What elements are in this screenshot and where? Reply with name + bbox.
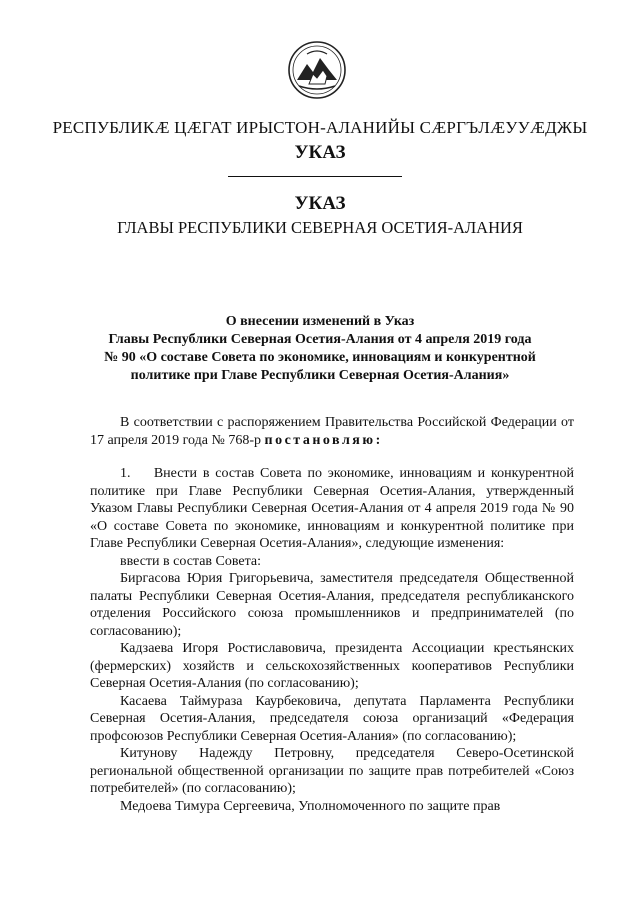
member-paragraph: Медоева Тимура Сергеевича, Уполномоченного по защите прав <box>120 798 501 814</box>
member-paragraph: Китунову Надежду Петровну, председателя Северо-Осетинской региональной общественной организации по защите прав потребителей «Союз потребителей» (по согласованию); <box>90 746 574 796</box>
title-line: политике при Главе Республики Северная Осетия-Алания» <box>130 368 510 383</box>
preamble-paragraph <box>90 414 574 449</box>
decree-label-top: УКАЗ <box>294 142 346 163</box>
member-paragraph: Касаева Таймураза Каурбековича, депутата Парламента Республики Северная Осетия-Алания, председателя союза организаций «Федерация профсоюзов Республики Северная Осетия-Алания» (по согласованию); <box>90 693 574 744</box>
member-paragraph: Кадзаева Игоря Ростиславовича, президента Ассоциации крестьянских (фермерских) хозяйств и сельскохозяйственных кооперативов Республики Северная Осетия-Алания (по согласованию); <box>90 641 574 691</box>
decree-title <box>82 313 558 385</box>
item-1-paragraph: 1. Внести в состав Совета по экономике, инновациям и конкурентной политике при Главе Республики Северная Осетия-Алания, утвержденный Указом Главы Республики Северная Осетия-Алания от 4 апреля 2019 года № 90 «О составе Совета по экономике, инновациям и конкурентной политике при Главе Республики Северная Осетия-Алания», следующие изменения: <box>90 466 574 551</box>
member-paragraph: Биргасова Юрия Григорьевича, заместителя председателя Общественной палаты Республики Северная Осетия-Алания, председателя республиканского отделения Российского союза промышленников и предпринимателей (по согласованию); <box>90 571 574 639</box>
preamble-text: В соответствии с распоряжением Правительства Российской Федерации от 17 апреля 2019 года № 768-р <box>90 415 574 448</box>
title-line: № 90 «О составе Совета по экономике, инновациям и конкурентной <box>104 350 536 365</box>
header-divider <box>228 176 402 177</box>
members-intro: ввести в состав Совета: <box>120 553 261 569</box>
title-line: О внесении изменений в Указ <box>225 314 415 329</box>
preamble-keyword: постановляю: <box>264 432 383 448</box>
coat-of-arms-emblem <box>287 40 347 100</box>
title-line: Главы Республики Северная Осетия-Алания от 4 апреля 2019 года <box>108 332 532 347</box>
decree-label: УКАЗ <box>294 193 346 214</box>
head-of-republic-line: ГЛАВЫ РЕСПУБЛИКИ СЕВЕРНАЯ ОСЕТИЯ-АЛАНИЯ <box>117 218 523 237</box>
decree-body <box>90 414 574 815</box>
republic-name-ossetian: РЕСПУБЛИКӔ ЦӔГАТ ИРЫСТОН-АЛАНИЙЫ СӔРГЪЛӔУУӔДЖЫ <box>52 118 588 137</box>
